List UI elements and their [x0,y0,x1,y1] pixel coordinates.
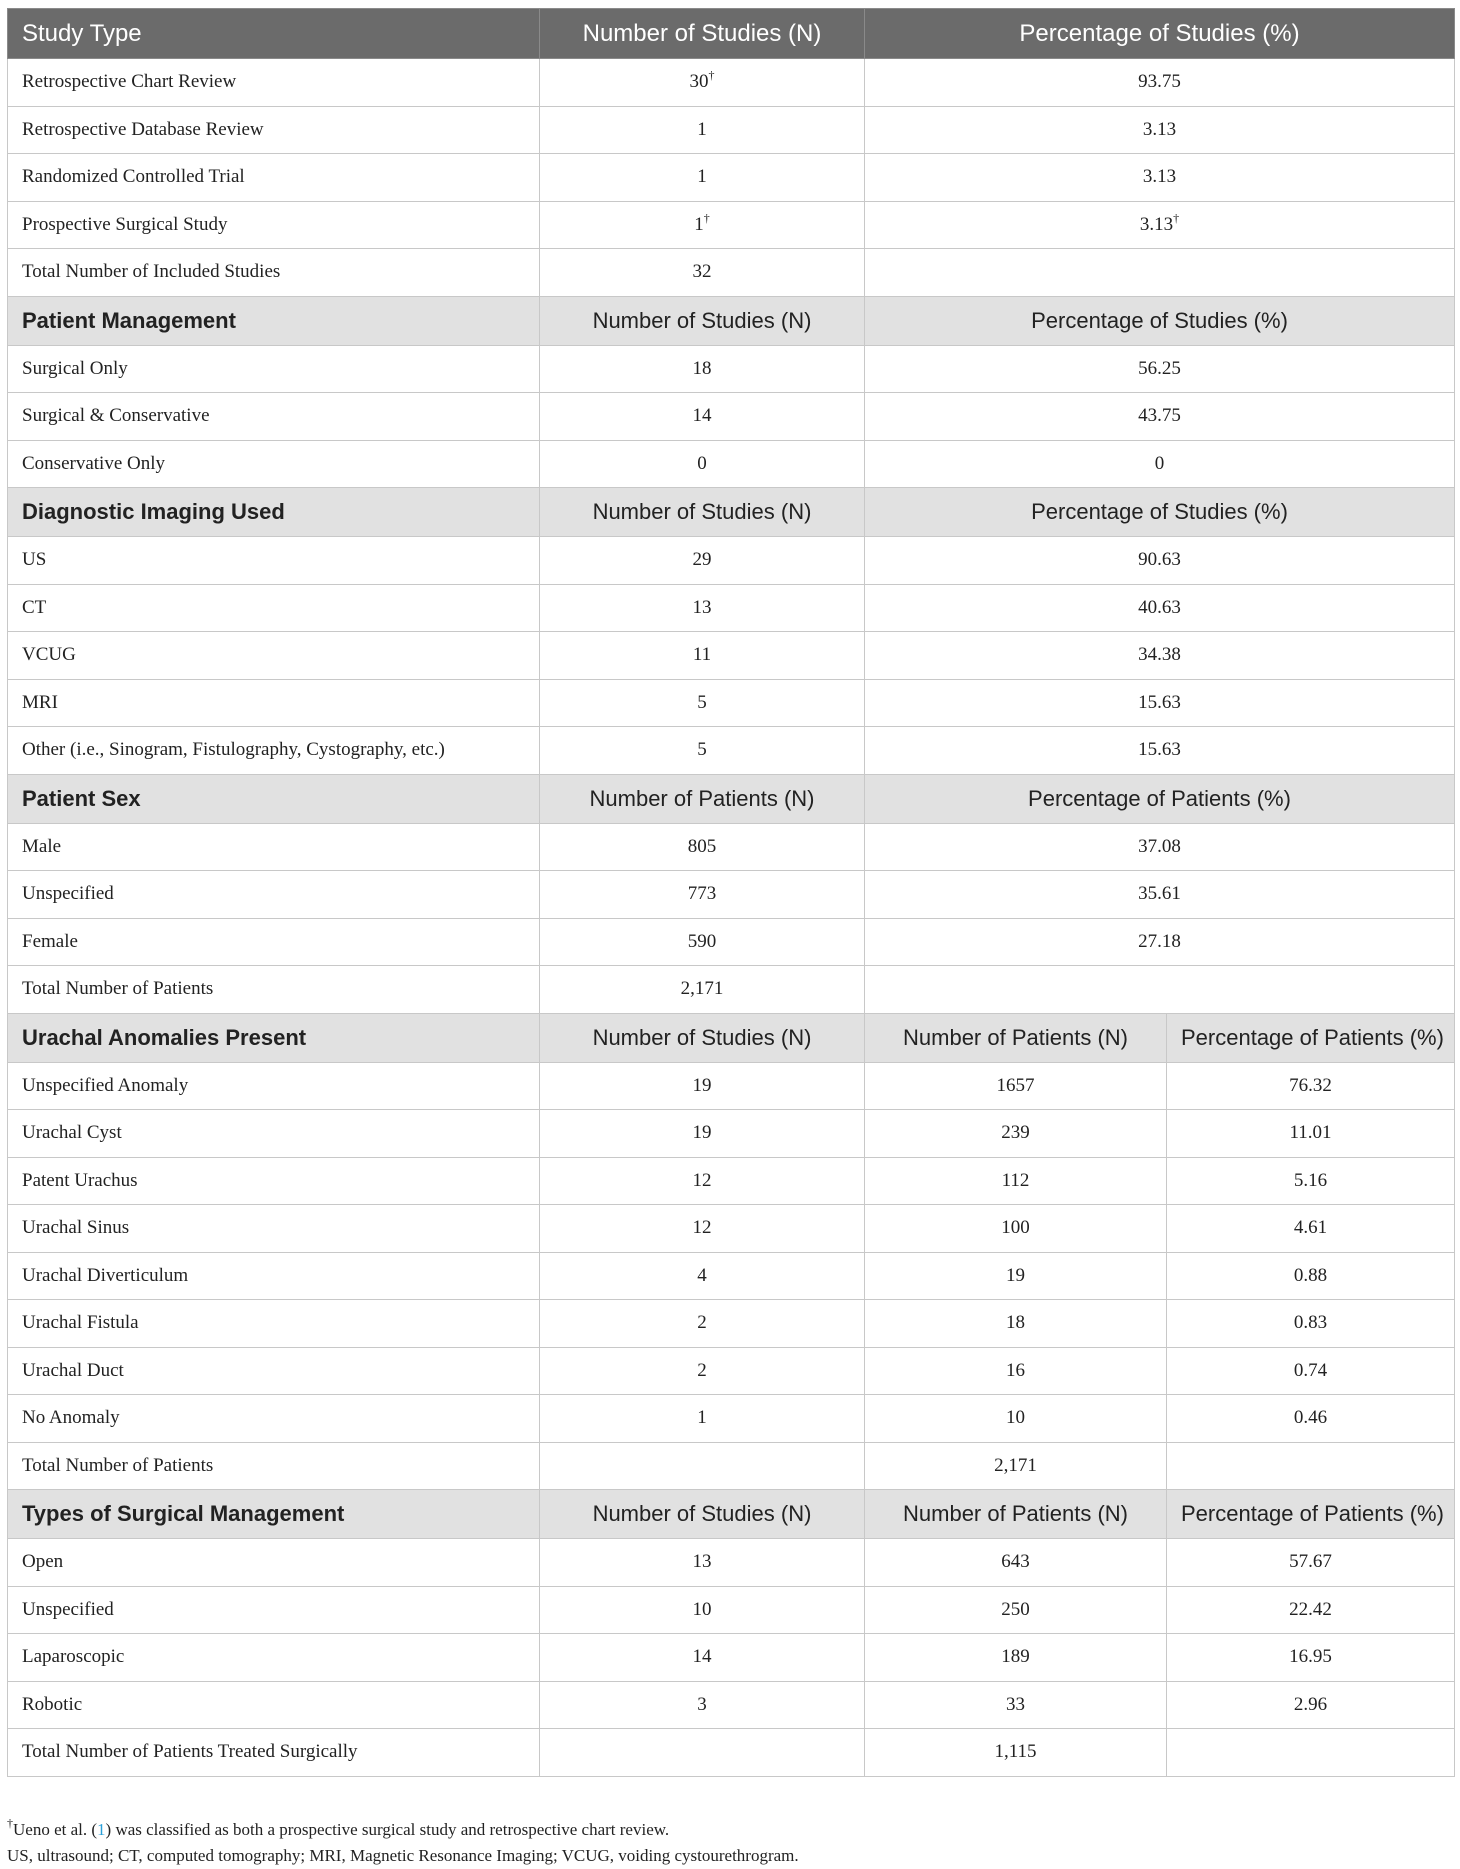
percentage-cell [865,393,1455,441]
row-label-text: Robotic [22,1693,83,1715]
count-cell-text: 0 [697,452,707,474]
count-cell-text: 32 [692,261,712,283]
patients-cell [865,1205,1167,1253]
percentage-cell [865,632,1455,680]
percentage-cell [865,966,1455,1014]
column-header-text: Number of Studies (N) [592,1024,812,1050]
row-label-text: CT [22,596,47,618]
studies-cell-text: 3 [697,1693,707,1715]
percentage-cell-text: 0.83 [1293,1312,1328,1334]
percentage-cell-text: 34.38 [1138,644,1181,666]
row-label [8,871,540,919]
count-cell [540,966,865,1014]
percentage-cell-text: 3.13 [1142,166,1177,188]
count-cell-text: 30 [689,71,709,93]
percentage-cell [1167,1729,1455,1777]
table-row [8,727,1455,775]
row-label-text: Randomized Controlled Trial [22,166,245,188]
patients-cell-text: 100 [1001,1217,1030,1239]
table-row [8,871,1455,919]
count-cell [540,345,865,393]
column-header-text: Percentage of Patients (%) [1181,1024,1444,1050]
row-label-text: Surgical & Conservative [22,405,210,427]
studies-cell [540,1634,865,1682]
table-container [7,8,1454,1777]
percentage-cell-text: 40.63 [1138,596,1181,618]
count-cell-text: 1 [697,166,707,188]
percentage-cell [1167,1634,1455,1682]
patients-cell-text: 250 [1001,1598,1030,1620]
table-row [8,59,1455,107]
section-title-text: Types of Surgical Management [22,1501,345,1526]
percentage-cell [865,537,1455,585]
column-header-text: Percentage of Patients (%) [1028,785,1291,811]
percentage-cell [1167,1539,1455,1587]
row-label [8,1062,540,1110]
row-label [8,59,540,107]
count-cell [540,727,865,775]
percentage-cell-text: 11.01 [1289,1122,1332,1144]
percentage-cell [1167,1110,1455,1158]
column-header [540,296,865,345]
column-header-text: Number of Patients (N) [903,1024,1128,1050]
percentage-cell [1167,1442,1455,1490]
row-label [8,154,540,202]
table-row [8,1300,1455,1348]
section-title-text: Study Type [22,19,142,47]
dagger-mark: † [1173,210,1180,225]
column-header-text: Percentage of Studies (%) [1031,307,1288,333]
studies-cell [540,1442,865,1490]
patients-cell [865,1300,1167,1348]
column-header-text: Percentage of Studies (%) [1031,499,1288,524]
column-header-text: Percentage of Studies (%) [1019,19,1300,47]
studies-cell-text: 10 [692,1598,712,1620]
footnote-dagger [7,1817,1454,1843]
percentage-cell [1167,1395,1455,1443]
studies-cell [540,1252,865,1300]
row-label [8,1681,540,1729]
section-title [8,774,540,823]
column-header [540,488,865,537]
summary-table [7,8,1455,1777]
percentage-cell [865,871,1455,919]
section-header-row [8,9,1455,59]
count-cell [540,537,865,585]
row-label-text: Unspecified Anomaly [22,1074,189,1096]
row-label [8,1729,540,1777]
patients-cell-text: 1657 [996,1074,1035,1096]
table-row [8,1205,1455,1253]
percentage-cell-text: 5.16 [1293,1169,1328,1191]
count-cell [540,393,865,441]
footnotes [7,1817,1454,1869]
studies-cell [540,1062,865,1110]
row-label-text: Surgical Only [22,357,128,379]
table-row [8,1062,1455,1110]
count-cell [540,201,865,249]
table-row [8,537,1455,585]
percentage-cell [1167,1681,1455,1729]
column-header [540,9,865,59]
count-cell-text: 11 [692,644,712,666]
studies-cell [540,1681,865,1729]
percentage-cell [865,679,1455,727]
row-label [8,345,540,393]
table-row [8,106,1455,154]
section-title-text: Patient Sex [22,785,141,811]
percentage-cell-text: 22.42 [1289,1598,1332,1620]
row-label [8,249,540,297]
table-row [8,1110,1455,1158]
table-row [8,1634,1455,1682]
row-label [8,918,540,966]
section-title [8,1013,540,1062]
table-row [8,440,1455,488]
column-header [865,488,1455,537]
table-row [8,966,1455,1014]
row-label [8,440,540,488]
table-row [8,154,1455,202]
row-label-text: Patent Urachus [22,1169,138,1191]
patients-cell-text: 1,115 [994,1741,1037,1763]
row-label-text: Unspecified [22,1598,114,1620]
column-header-text: Number of Studies (N) [592,307,812,333]
count-cell [540,632,865,680]
row-label-text: Prospective Surgical Study [22,213,228,235]
column-header [865,9,1455,59]
table-row [8,679,1455,727]
count-cell [540,106,865,154]
dagger-mark: † [708,68,715,83]
count-cell-text: 1 [697,118,707,140]
count-cell [540,871,865,919]
row-label [8,966,540,1014]
section-header-row [8,1490,1455,1539]
percentage-cell-text: 37.08 [1138,835,1181,857]
row-label-text: VCUG [22,644,76,666]
row-label-text: Other (i.e., Sinogram, Fistulography, Cystography, etc.) [22,739,445,761]
studies-cell [540,1395,865,1443]
studies-cell-text: 19 [692,1074,712,1096]
percentage-cell [865,823,1455,871]
patients-cell-text: 18 [1006,1312,1025,1334]
percentage-cell-text: 0.74 [1293,1359,1328,1381]
patients-cell-text: 189 [1001,1646,1030,1668]
column-header-text: Number of Patients (N) [903,1501,1128,1526]
studies-cell-text: 4 [697,1264,707,1286]
percentage-cell-text: 57.67 [1289,1551,1332,1573]
count-cell-text: 29 [692,549,712,571]
count-cell-text: 18 [692,357,712,379]
percentage-cell-text: 3.13 [1139,213,1174,235]
count-cell-text: 5 [697,691,707,713]
row-label [8,727,540,775]
studies-cell [540,1205,865,1253]
studies-cell [540,1586,865,1634]
percentage-cell [865,106,1455,154]
percentage-cell-text: 16.95 [1289,1646,1332,1668]
row-label-text: Urachal Cyst [22,1122,122,1144]
count-cell-text: 590 [687,930,717,952]
row-label-text: Total Number of Patients [22,978,214,1000]
section-title [8,1490,540,1539]
column-header [865,1013,1167,1062]
patients-cell-text: 19 [1006,1264,1025,1286]
row-label [8,1347,540,1395]
count-cell-text: 805 [687,835,717,857]
studies-cell-text: 19 [692,1122,712,1144]
row-label-text: Open [22,1551,64,1573]
patients-cell [865,1586,1167,1634]
percentage-cell [1167,1205,1455,1253]
percentage-cell-text: 27.18 [1138,930,1181,952]
patients-cell [865,1634,1167,1682]
patients-cell [865,1442,1167,1490]
patients-cell [865,1539,1167,1587]
reference-link[interactable]: 1 [97,1820,106,1839]
count-cell [540,584,865,632]
section-header-row [8,1013,1455,1062]
row-label-text: Total Number of Patients Treated Surgically [22,1741,358,1763]
patients-cell [865,1395,1167,1443]
section-title [8,9,540,59]
percentage-cell-text: 93.75 [1138,71,1181,93]
studies-cell [540,1347,865,1395]
table-row [8,345,1455,393]
percentage-cell [1167,1300,1455,1348]
row-label-text: Urachal Duct [22,1359,124,1381]
studies-cell-text: 12 [692,1169,712,1191]
row-label-text: Conservative Only [22,452,166,474]
row-label [8,1252,540,1300]
row-label-text: MRI [22,691,58,713]
row-label [8,1539,540,1587]
percentage-cell [865,345,1455,393]
column-header-text: Number of Studies (N) [592,499,812,524]
studies-cell-text: 14 [692,1646,712,1668]
section-header-row [8,774,1455,823]
percentage-cell-text: 4.61 [1293,1217,1328,1239]
table-row [8,1157,1455,1205]
section-title-text: Patient Management [22,307,236,333]
patients-cell [865,1681,1167,1729]
table-row [8,1539,1455,1587]
table-row [8,1681,1455,1729]
row-label [8,823,540,871]
percentage-cell [865,59,1455,107]
row-label-text: Urachal Fistula [22,1312,139,1334]
percentage-cell [1167,1252,1455,1300]
studies-cell [540,1157,865,1205]
patients-cell-text: 112 [1001,1169,1030,1191]
studies-cell [540,1300,865,1348]
column-header [540,1490,865,1539]
count-cell-text: 13 [692,596,712,618]
patients-cell-text: 10 [1006,1407,1025,1429]
column-header [865,296,1455,345]
section-header-row [8,488,1455,537]
table-row [8,1395,1455,1443]
row-label-text: Laparoscopic [22,1646,125,1668]
row-label [8,1205,540,1253]
row-label-text: Total Number of Included Studies [22,261,281,283]
studies-cell-text: 2 [697,1359,707,1381]
patients-cell [865,1157,1167,1205]
row-label [8,201,540,249]
patients-cell-text: 643 [1001,1551,1030,1573]
percentage-cell-text: 76.32 [1289,1074,1332,1096]
patients-cell-text: 239 [1001,1122,1030,1144]
column-header [865,774,1455,823]
studies-cell-text: 13 [692,1551,712,1573]
row-label [8,632,540,680]
patients-cell [865,1347,1167,1395]
row-label-text: Unspecified [22,883,114,905]
table-row [8,1586,1455,1634]
table-row [8,632,1455,680]
row-label [8,537,540,585]
percentage-cell-text: 56.25 [1138,357,1181,379]
section-title [8,488,540,537]
table-row [8,584,1455,632]
studies-cell-text: 12 [692,1217,712,1239]
section-title-text: Urachal Anomalies Present [22,1024,307,1050]
row-label [8,584,540,632]
section-title [8,296,540,345]
table-row [8,1252,1455,1300]
percentage-cell-text: 35.61 [1138,883,1181,905]
table-row [8,918,1455,966]
row-label-text: Retrospective Chart Review [22,71,237,93]
percentage-cell-text: 43.75 [1138,405,1181,427]
count-cell-text: 1 [694,213,704,235]
count-cell [540,918,865,966]
patients-cell [865,1729,1167,1777]
row-label [8,1442,540,1490]
percentage-cell-text: 15.63 [1138,691,1181,713]
column-header-text: Number of Patients (N) [589,785,815,811]
percentage-cell [865,201,1455,249]
count-cell-text: 14 [692,405,712,427]
row-label [8,393,540,441]
count-cell-text: 2,171 [680,978,724,1000]
percentage-cell [1167,1586,1455,1634]
table-row [8,1442,1455,1490]
column-header-text: Number of Studies (N) [582,19,822,47]
percentage-cell [865,249,1455,297]
section-title-text: Diagnostic Imaging Used [22,499,285,524]
count-cell [540,154,865,202]
row-label [8,1634,540,1682]
count-cell [540,440,865,488]
row-label-text: No Anomaly [22,1407,120,1429]
row-label [8,1300,540,1348]
table-body [8,9,1455,1777]
row-label [8,1157,540,1205]
percentage-cell-text: 15.63 [1138,739,1181,761]
section-header-row [8,296,1455,345]
patients-cell-text: 33 [1006,1693,1025,1715]
row-label [8,1110,540,1158]
patients-cell [865,1062,1167,1110]
studies-cell-text: 2 [697,1312,707,1334]
row-label [8,1395,540,1443]
count-cell [540,59,865,107]
percentage-cell [1167,1157,1455,1205]
row-label [8,106,540,154]
table-row [8,1347,1455,1395]
row-label [8,1586,540,1634]
percentage-cell [865,154,1455,202]
patients-cell-text: 16 [1006,1359,1025,1381]
footnote-abbreviations: US, ultrasound; CT, computed tomography; MRI, Magnetic Resonance Imaging; VCUG, voiding cystourethrogram. [7,1846,799,1865]
percentage-cell [865,440,1455,488]
row-label-text: Urachal Diverticulum [22,1264,189,1286]
studies-cell [540,1729,865,1777]
percentage-cell [1167,1347,1455,1395]
patients-cell-text: 2,171 [994,1454,1037,1476]
percentage-cell-text: 90.63 [1138,549,1181,571]
dagger-mark: † [703,210,710,225]
count-cell-text: 5 [697,739,707,761]
count-cell-text: 773 [687,883,717,905]
column-header-text: Percentage of Patients (%) [1181,1501,1444,1526]
percentage-cell [865,918,1455,966]
count-cell [540,249,865,297]
column-header [540,774,865,823]
table-row [8,201,1455,249]
percentage-cell-text: 2.96 [1293,1693,1328,1715]
footnote-text-post: ) was classified as both a prospective surgical study and retrospective chart review. [105,1820,670,1839]
patients-cell [865,1252,1167,1300]
row-label-text: Urachal Sinus [22,1217,130,1239]
count-cell [540,679,865,727]
studies-cell [540,1110,865,1158]
percentage-cell [1167,1062,1455,1110]
percentage-cell-text: 0.46 [1293,1407,1328,1429]
row-label-text: Total Number of Patients [22,1454,214,1476]
count-cell [540,823,865,871]
table-row [8,393,1455,441]
table-row [8,823,1455,871]
studies-cell [540,1539,865,1587]
column-header [1167,1013,1455,1062]
table-row [8,1729,1455,1777]
percentage-cell [865,584,1455,632]
column-header [865,1490,1167,1539]
row-label [8,679,540,727]
row-label-text: Female [22,930,78,952]
column-header [1167,1490,1455,1539]
percentage-cell [865,727,1455,775]
column-header [540,1013,865,1062]
percentage-cell-text: 3.13 [1142,118,1177,140]
row-label-text: Retrospective Database Review [22,118,264,140]
percentage-cell-text: 0 [1154,452,1165,474]
table-row [8,249,1455,297]
percentage-cell-text: 0.88 [1293,1264,1328,1286]
row-label-text: US [22,549,47,571]
footnote-text-pre: Ueno et al. ( [13,1820,98,1839]
row-label-text: Male [22,835,62,857]
studies-cell-text: 1 [697,1407,707,1429]
dagger-mark: † [7,1816,13,1830]
patients-cell [865,1110,1167,1158]
column-header-text: Number of Studies (N) [592,1501,812,1526]
